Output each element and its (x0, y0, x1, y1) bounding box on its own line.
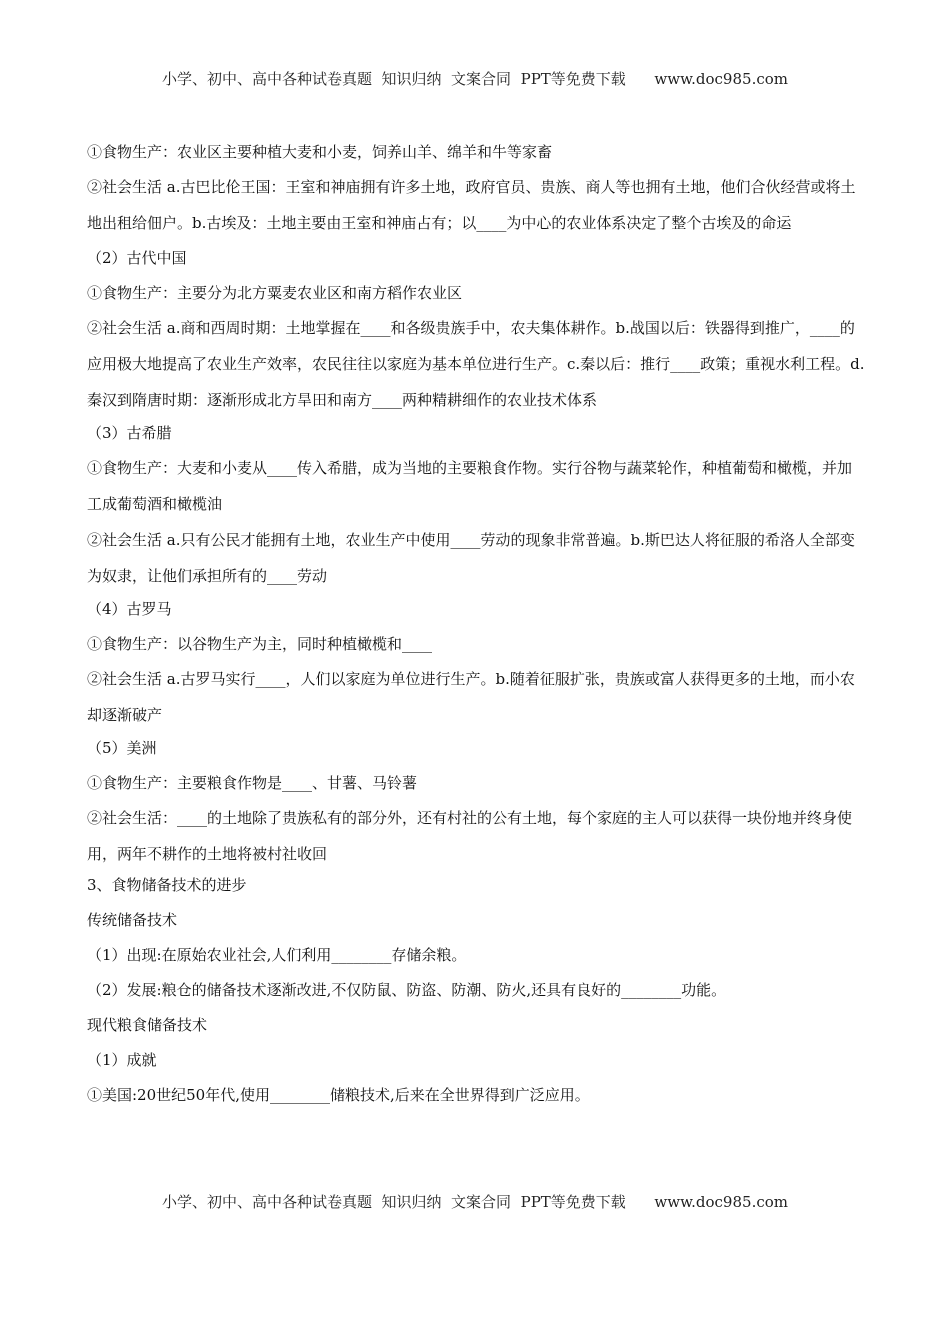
paragraph-food-production-rome: ①食物生产：以谷物生产为主，同时种植橄榄和____ (87, 635, 433, 653)
page-footer: 小学、初中、高中各种试卷真题 知识归纳 文案合同 PPT等免费下载 www.doc985.com (161, 1193, 788, 1211)
paragraph-food-production-americas: ①食物生产：主要粮食作物是____、甘薯、马铃薯 (87, 774, 418, 792)
paragraph-social-life-mesopotamia-egypt: ②社会生活 a.古巴比伦王国：王室和神庙拥有许多土地，政府官员、贵族、商人等也拥有土地，他们合伙经营或将土地出租给佃户。b.古埃及：土地主要由王室和神庙占有；以____为中心的农业体系决定了整个古埃及的命运 (87, 178, 856, 232)
paragraph-usa-storage: ①美国:20世纪50年代,使用________储粮技术,后来在全世界得到广泛应用。 (87, 1086, 590, 1104)
heading-ancient-rome: （4）古罗马 (87, 600, 172, 618)
heading-modern-storage: 现代粮食储备技术 (87, 1016, 208, 1034)
page-header: 小学、初中、高中各种试卷真题 知识归纳 文案合同 PPT等免费下载 www.doc985.com (161, 70, 788, 88)
heading-ancient-greece: （3）古希腊 (87, 424, 172, 442)
paragraph-social-life-china: ②社会生活 a.商和西周时期：土地掌握在____和各级贵族手中，农夫集体耕作。b.战国以后：铁器得到推广，____的应用极大地提高了农业生产效率，农民往往以家庭为基本单位进行生产。c.秦以后：推行____政策；重视水利工程。d.秦汉到隋唐时期：逐渐形成北方旱田和南方____两种精耕细作的农业技术体系 (87, 319, 865, 409)
heading-traditional-storage: 传统储备技术 (87, 911, 178, 929)
paragraph-food-production-mesopotamia: ①食物生产：农业区主要种植大麦和小麦，饲养山羊、绵羊和牛等家畜 (87, 143, 553, 161)
paragraph-social-life-rome: ②社会生活 a.古罗马实行____，人们以家庭为单位进行生产。b.随着征服扩张，贵族或富人获得更多的土地，而小农却逐渐破产 (87, 670, 855, 724)
paragraph-food-production-greece: ①食物生产：大麦和小麦从____传入希腊，成为当地的主要粮食作物。实行谷物与蔬菜轮作，种植葡萄和橄榄，并加工成葡萄酒和橄榄油 (87, 459, 853, 513)
heading-achievements: （1）成就 (87, 1051, 157, 1069)
paragraph-social-life-americas: ②社会生活：____的土地除了贵族私有的部分外，还有村社的公有土地，每个家庭的主人可以获得一块份地并终身使用，两年不耕作的土地将被村社收回 (87, 809, 853, 863)
document-body (87, 141, 865, 1119)
heading-food-storage-progress: 3、食物储备技术的进步 (87, 876, 247, 894)
paragraph-social-life-greece: ②社会生活 a.只有公民才能拥有土地，农业生产中使用____劳动的现象非常普遍。b.斯巴达人将征服的希洛人全部变为奴隶，让他们承担所有的____劳动 (87, 531, 855, 585)
heading-ancient-china: （2）古代中国 (87, 249, 187, 267)
paragraph-storage-origin: （1）出现:在原始农业社会,人们利用________存储余粮。 (87, 946, 467, 964)
paragraph-storage-development: （2）发展:粮仓的储备技术逐渐改进,不仅防鼠、防盗、防潮、防火,还具有良好的________功能。 (87, 981, 727, 999)
heading-americas: （5）美洲 (87, 739, 157, 757)
paragraph-food-production-china: ①食物生产：主要分为北方粟麦农业区和南方稻作农业区 (87, 284, 463, 302)
